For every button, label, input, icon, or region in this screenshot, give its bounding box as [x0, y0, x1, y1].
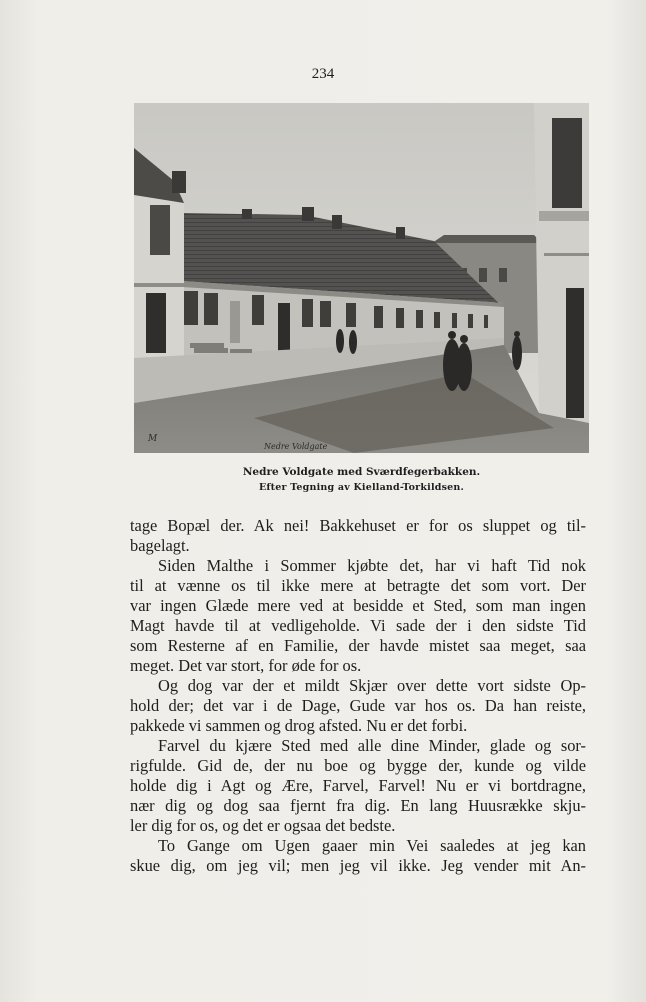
text-line: holde dig i Agt og Ære, Farvel, Farvel! Nu er vi bortdragne,	[130, 776, 586, 795]
text-line: til at vænne os til ikke mere at betragte det som vort. Der	[130, 576, 586, 595]
text-line: hold der; det var i de Dage, Gude var hos os. Da han reiste,	[130, 696, 586, 715]
text-line: pakkede vi sammen og drog afsted. Nu er det forbi.	[130, 716, 468, 735]
text-line: Og dog var der et mildt Skjær over dette vort sidste Op-	[158, 676, 586, 695]
text-line: som Resterne af en Familie, der havde mistet saa meget, saa	[130, 636, 586, 655]
text-line: nær dig og dog saa fjernt fra dig. En lang Huusrække skju-	[130, 796, 586, 815]
illustration-signature: Nedre Voldgate	[264, 442, 328, 451]
text-line: Siden Malthe i Sommer kjøbte det, har vi haft Tid nok	[158, 556, 586, 575]
body-text	[130, 516, 586, 876]
caption-credit: Efter Tegning av Kielland-Torkildsen.	[258, 482, 465, 493]
text-line: Farvel du kjære Sted med alle dine Minder, glade og sor-	[158, 736, 586, 755]
text-line: meget. Det var stort, for øde for os.	[130, 656, 362, 675]
artist-initials: M	[148, 434, 158, 444]
text-line: ler dig for os, og det er ogsaa det bedste.	[130, 816, 396, 835]
text-line: tage Bopæl der. Ak nei! Bakkehuset er for os sluppet og til-	[130, 516, 586, 535]
text-line: Magt havde til at vedligeholde. Vi sade der i den sidste Tid	[130, 616, 586, 635]
text-line: var ingen Glæde mere ved at besidde et Sted, som man ingen	[130, 596, 586, 615]
street-illustration	[134, 103, 589, 453]
text-line: To Gange om Ugen gaaer min Vei saaledes at jeg kan	[158, 836, 586, 855]
text-line: bagelagt.	[130, 536, 190, 555]
page-number: 234	[311, 66, 335, 82]
text-line: skue dig, om jeg vil; men jeg vil ikke. Jeg vender mit An-	[130, 856, 586, 875]
text-line: rigfulde. Gid de, der nu boe og bygge der, kunde og vilde	[130, 756, 586, 775]
illustration-drawing	[134, 103, 589, 453]
caption-title: Nedre Voldgate med Sværdfegerbakken.	[242, 466, 481, 478]
